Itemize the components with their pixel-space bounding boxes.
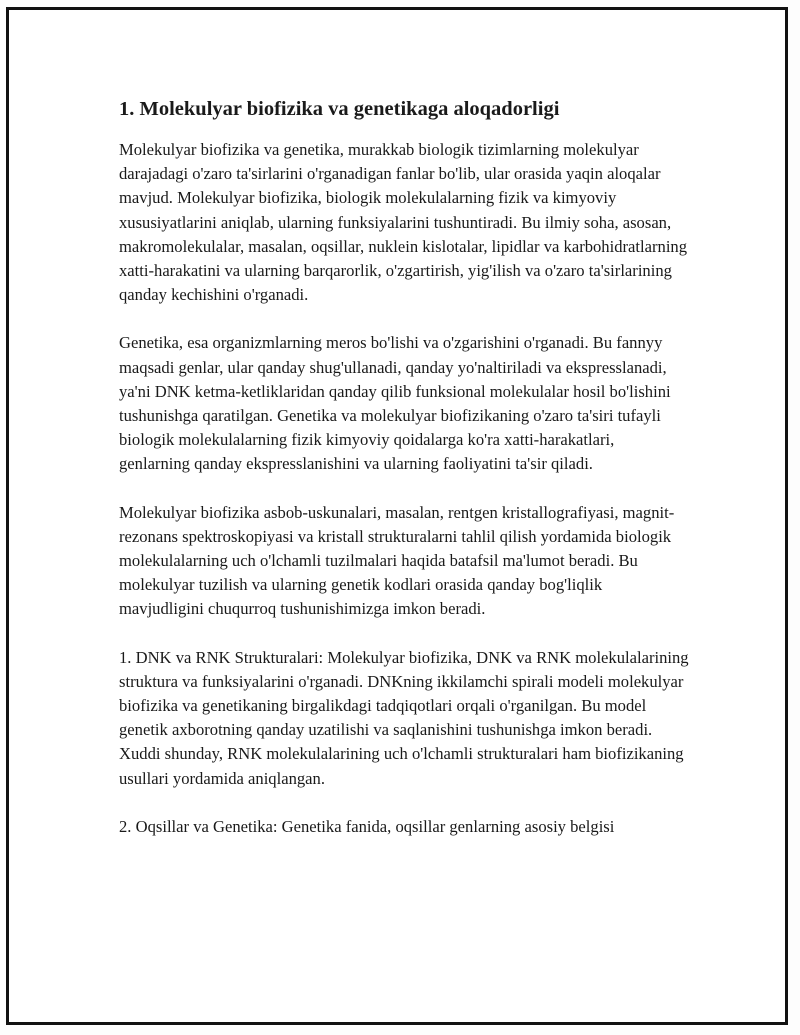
paragraph-proteins: 2. Oqsillar va Genetika: Genetika fanida, oqsillar genlarning asosiy belgisi (119, 816, 615, 836)
paragraph-instruments: Molekulyar biofizika asbob-uskunalari, masalan, rentgen kristallografiyasi, magnit-rezonans spektroskopiyasi va kristall strukturalarni tahlil qilish yordamida biologik molekulalarning uch o'lchamli tuzilmalari haqida batafsil ma'lumot beradi. Bu molekulyar tuzilish va ularning genetik kodlari orasida qanday bog'liqlik mavjudligini chuqurroq tushunishimizga imkon beradi. (119, 502, 675, 619)
paragraph-intro: Molekulyar biofizika va genetika, murakkab biologik tizimlarning molekulyar darajadagi o'zaro ta'sirlarini o'rganadigan fanlar bo'lib, ular orasida yaqin aloqalar mavjud. Molekulyar biofizika, biologik molekulalarning fizik va kimyoviy xususiyatlarini aniqlab, ularning funksiyalarini tushuntiradi. Bu ilmiy soha, asosan, makromolekulalar, masalan, oqsillar, nuklein kislotalar, lipidlar va karbohidratlarning xatti-harakatini va ularning barqarorlik, o'zgartirish, yig'ilish va o'zaro ta'sirlarining qanday kechishini o'rganadi. (119, 140, 688, 305)
section-heading: 1. Molekulyar biofizika va genetikaga aloqadorligi (119, 98, 560, 120)
paragraph-dna-rna: 1. DNK va RNK Strukturalari: Molekulyar biofizika, DNK va RNK molekulalarining struktura va funksiyalarini o'rganadi. DNKning ikkilamchi spirali modeli molekulyar biofizika va genetikaning birgalikdagi tadqiqotlari orqali o'rganilgan. Bu model genetik axborotning qanday uzatilishi va saqlanishini tushunishga imkon beradi. Xuddi shunday, RNK molekulalarining uch o'lchamli strukturalari ham biofizikaning usullari yordamida aniqlangan. (119, 647, 689, 788)
document-content (119, 96, 689, 863)
document-page (6, 7, 788, 1025)
paragraph-genetics: Genetika, esa organizmlarning meros bo'lishi va o'zgarishini o'rganadi. Bu fannyy maqsadi genlar, ular qanday shug'ullanadi, qanday yo'naltiriladi va ekspresslanadi, ya'ni DNK ketma-ketliklaridan qanday qilib funksional molekulalar hosil bo'lishini tushunishga qaratilgan. Genetika va molekulyar biofizikaning o'zaro ta'siri tufayli biologik molekulalarning fizik kimyoviy qoidalarga ko'ra xatti-harakatlari, genlarning qanday ekspresslanishini va ularning faoliyatini ta'sir qiladi. (119, 333, 671, 474)
